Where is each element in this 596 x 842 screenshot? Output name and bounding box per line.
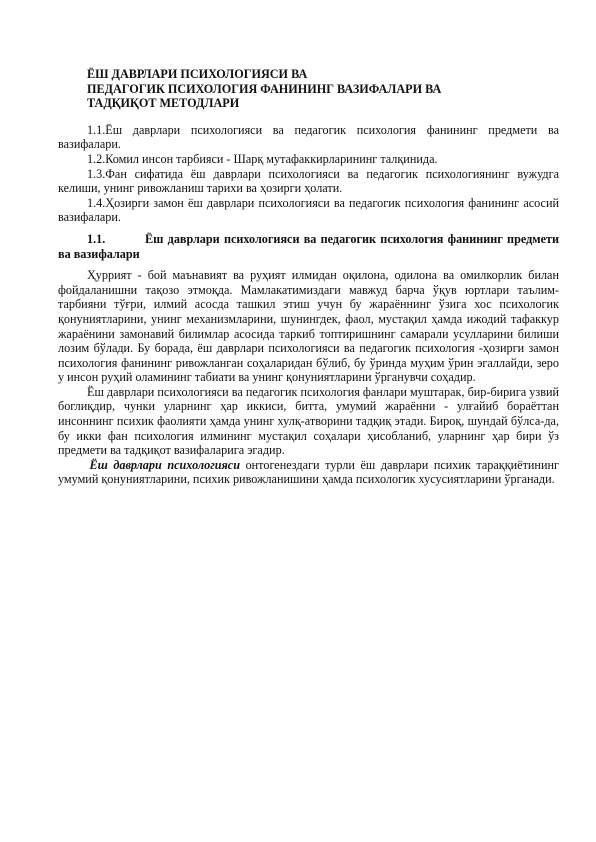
paragraph-emphasis: Ёш даврлари психологияси [89,457,240,472]
section-heading [58,232,559,261]
section-title: Ёш даврлари психологияси ва педагогик психология фанининг предмети ва вазифалари [58,231,559,261]
body-text [58,268,559,487]
document-content [58,67,559,487]
title-line: ПЕДАГОГИК ПСИХОЛОГИЯ ФАНИНИНГ ВАЗИФАЛАРИ ВА [87,81,442,96]
toc-item: 1.3.Фан сифатида ёш даврлари психологияси ва педагогик психологиянинг вужудга келиши, унинг ривожланиш тарихи ва ҳозирги ҳолати. [58,166,559,196]
section-number: 1.1. [87,231,106,246]
section-heading-block [58,232,559,261]
toc-item: 1.2.Комил инсон тарбияси - Шарқ мутафаккирларининг талқинида. [87,151,438,166]
paragraph: Ҳуррият - бой маънавият ва руҳият илмидан оқилона, одилона ва омилкорлик билан фойдаланишни тақозо этмоқда. Мамлакатимиздаги мавжуд барча ўқув юртлари таълим-тарбияни тўғри, илмий асосда ташкил этиш учун бу жараённинг ўзига хос психологик қонуниятларини, унинг механизмларини, шунингдек, фаол, мустақил ҳамда ижодий тафаккур жараёнини замонавий билимлар асосида таркиб топтиришнинг самарали усулларини билиши лозим бўлади. Бу борада, ёш даврлари психологияси ва педагогик психология -ҳозирги замон психология фанининг ривожланган соҳаларидан бўлиб, бу ўринда муҳим ўрин эгаллайди, зеро у инсон руҳий оламининг табиати ва унинг қонуниятларини ўрганувчи соҳадир. [58,268,559,385]
paragraph-text: онтогенездаги турли ёш даврлари психик тараққиётининг умумий қонуниятларини, психик ривожланишини ҳамда психологик хусусиятларини ўрганади. [58,457,559,487]
toc-item: 1.4.Ҳозирги замон ёш даврлари психологияси ва педагогик психология фанининг асосий вазифалари. [58,195,559,225]
document-title [87,67,559,111]
paragraph: Ёш даврлари психологияси ва педагогик психология фанлари муштарак, бир-бирига узвий боглиқдир, чунки уларнинг ҳар иккиси, битта, умумий жараённи - улғайиб бораёттан инсоннинг психик фаолияти ҳамда унинг хулқ-атворини тадқиқ этади. Бироқ, шундай бўлса-да, бу икки фан психология илмининг мустақил соҳалари ҳисобланиб, уларнинг ҳар бири ўз предмети ва тадқиқот вазифаларига эгадир. [58,384,559,458]
title-line: ТАДҚИҚОТ МЕТОДЛАРИ [87,96,240,111]
paragraph [58,458,559,487]
toc-item: 1.1.Ёш даврлари психологияси ва педагогик психология фанининг предмети ва вазифалари. [58,122,559,152]
table-of-contents [58,123,559,225]
title-line: ЁШ ДАВРЛАРИ ПСИХОЛОГИЯСИ ВА [87,67,308,81]
